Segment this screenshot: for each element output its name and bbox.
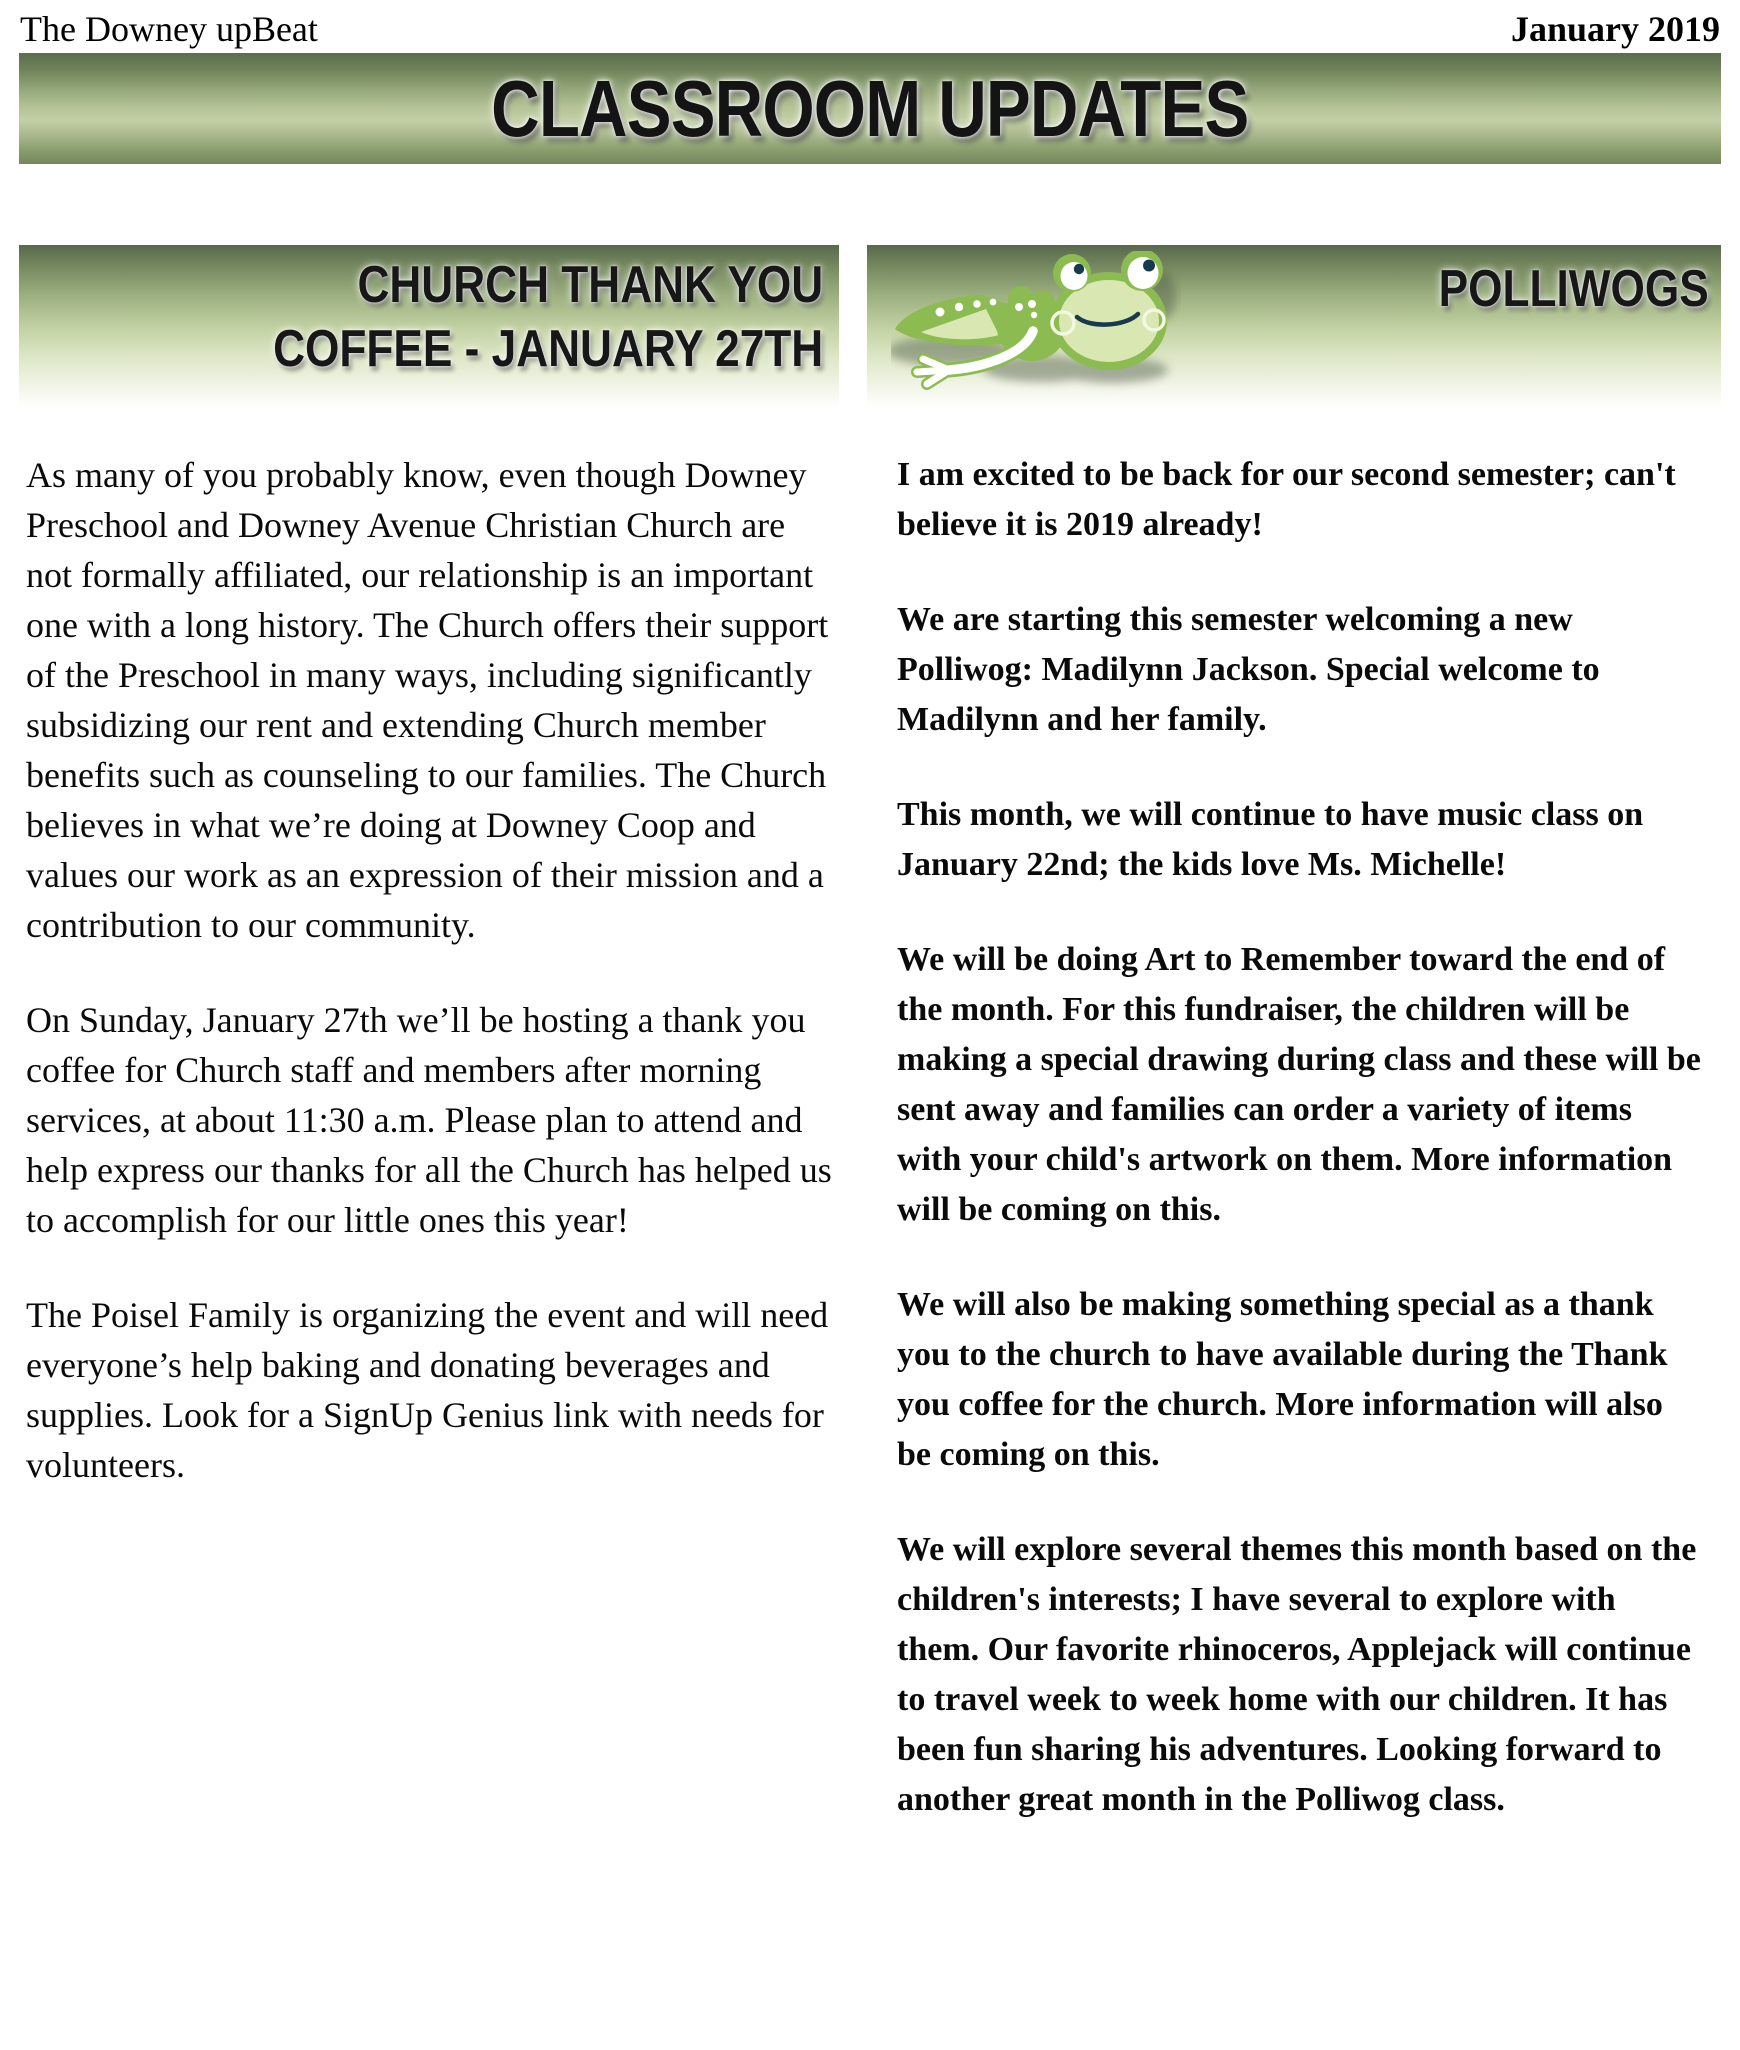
classroom-updates-banner [19,53,1721,164]
church-coffee-heading-banner [19,245,839,420]
body-paragraph: As many of you probably know, even though Downey Preschool and Downey Avenue Christian Church are not formally affiliated, our relationship is an important one with a long history. The Church offers their support of the Preschool in many ways, including significantly subsidizing our rent and extending Church member benefits such as counseling to our families. The Church believes in what we’re doing at Downey Coop and values our work as an expression of their mission and a contribution to our community. [26,455,829,945]
masthead [20,8,1720,50]
polliwogs-heading-banner [867,245,1721,420]
polliwogs-heading: POLLIWOGS [1438,260,1709,318]
body-paragraph: We will explore several themes this month based on the children's interests; I have several to explore with them. Our favorite rhinoceros, Applejack will continue to travel week to week home with our children. It has been fun sharing his adventures. Looking forward to another great month in the Polliwog class. [897,1531,1697,1818]
body-paragraph: We are starting this semester welcoming a new Polliwog: Madilynn Jackson. Special welcome to Madilynn and her family. [897,601,1600,738]
page-title: CLASSROOM UPDATES [491,63,1249,153]
body-paragraph: On Sunday, January 27th we’ll be hosting a thank you coffee for Church staff and members after morning services, at about 11:30 a.m. Please plan to attend and help express our thanks for all the Church has helped us to accomplish for our little ones this year! [26,1000,832,1240]
body-paragraph: We will be doing Art to Remember toward the end of the month. For this fundraiser, the children will be making a special drawing during class and these will be sent away and families can order a variety of items with your child's artwork on them. More information will be coming on this. [897,941,1701,1228]
church-coffee-heading [273,253,823,381]
polliwogs-column [867,245,1721,1825]
frog-icon [891,251,1181,403]
body-paragraph: This month, we will continue to have music class on January 22nd; the kids love Ms. Michelle! [897,796,1644,883]
church-coffee-heading-line2: COFFEE - JANUARY 27TH [272,320,823,378]
body-paragraph: The Poisel Family is organizing the event and will need everyone’s help baking and donating beverages and supplies. Look for a SignUp Genius link with needs for volunteers. [26,1295,829,1485]
newsletter-title: The Downey upBeat [20,9,318,49]
body-paragraph: We will also be making something special as a thank you to the church to have available during the Thank you coffee for the church. More information will also be coming on this. [897,1286,1668,1473]
body-paragraph: I am excited to be back for our second semester; can't believe it is 2019 already! [897,456,1676,543]
church-coffee-heading-line1: CHURCH THANK YOU [357,256,823,314]
church-coffee-column [19,245,839,1490]
issue-date: January 2019 [1510,9,1720,49]
